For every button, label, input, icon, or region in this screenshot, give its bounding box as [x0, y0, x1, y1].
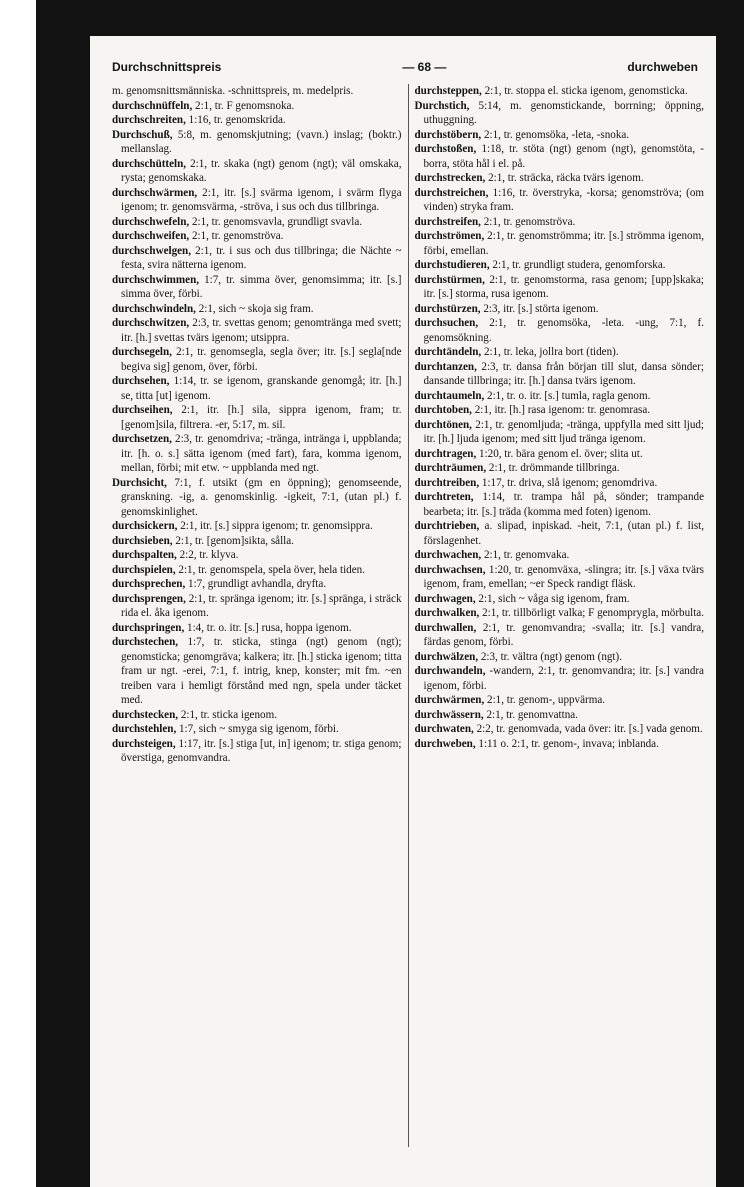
entry-headword: durchtanzen,: [414, 360, 477, 373]
header-left-guideword: Durchschnittspreis: [112, 60, 222, 74]
dictionary-entry: [112, 403, 402, 432]
dictionary-entry: [112, 635, 402, 708]
entry-definition: 2:1, tr. genomströva.: [483, 215, 576, 228]
entry-headword: durchstreifen,: [414, 215, 481, 228]
dictionary-entry: [415, 418, 705, 447]
entry-headword: durchwärmen,: [414, 694, 485, 706]
entry-definition: 2:1, tr. genomsöka, -leta, -snoka.: [483, 128, 630, 141]
dictionary-entry: [112, 621, 402, 636]
entry-headword: durchwandeln,: [414, 665, 486, 677]
entry-headword: durchschwitzen,: [112, 317, 190, 329]
entry-definition: 2:1, tr. genom-, uppvärma.: [487, 694, 606, 706]
entry-definition: 2:3, tr. svettas genom; genomtränga med svett; itr. [h.] svettas tvärs igenom; utsippra.: [121, 317, 402, 344]
dictionary-entry: [415, 345, 705, 360]
entry-headword: Durchschuß,: [112, 128, 173, 141]
entry-headword: durchtragen,: [414, 447, 477, 460]
dictionary-entry: [112, 316, 402, 345]
entry-definition: 2:1, sich ~ skoja sig fram.: [198, 302, 314, 315]
entry-definition: 2:1, tr. genomspela, spela över, hela tiden.: [178, 563, 365, 576]
dictionary-entry: [415, 128, 705, 143]
dictionary-entry: [112, 708, 402, 723]
entry-definition: 2:3, tr. dansa från början till slut, dansa sönder; dansande tillbringa; itr. [h.] dansa tvärs igenom.: [423, 360, 704, 387]
dictionary-entry: [415, 650, 705, 665]
entry-definition: 2:1, tr. stoppa el. sticka igenom, genomsticka.: [484, 85, 688, 97]
entry-definition: 2:1, tr. tillbörligt valka; F genomprygla, mörbulta.: [482, 607, 704, 619]
page-header: [112, 60, 698, 82]
dictionary-entry: [415, 186, 705, 215]
entry-headword: durchstoßen,: [414, 143, 477, 155]
dictionary-entry: [415, 273, 705, 302]
entry-headword: durchwallen,: [414, 621, 477, 634]
entry-headword: durchweben,: [414, 737, 476, 750]
entry-definition: 2:2, tr. klyva.: [179, 549, 239, 561]
page-number: — 68 —: [402, 60, 447, 74]
entry-definition: 1:11 o. 2:1, tr. genom-, invava; inblanda.: [478, 737, 659, 750]
dictionary-entry: [415, 592, 705, 607]
dictionary-entry: [112, 592, 402, 621]
entry-definition: 2:1, tr. sticka igenom.: [180, 708, 277, 721]
dictionary-entry: [112, 577, 402, 592]
entry-definition: 2:3, itr. [s.] störta igenom.: [483, 302, 599, 315]
entry-headword: durchträumen,: [414, 462, 487, 474]
entry-definition: 1:18, tr. stöta (ngt) genom (ngt), genomstöta, -borra, stöta hål i el. på.: [423, 143, 704, 170]
entry-definition: 2:1, itr. [s.] svärma igenom, i svärm flyga igenom; tr. genomsvärma, -ströva, i sus och dus tillbringa.: [121, 186, 402, 213]
dictionary-entry: [415, 722, 705, 737]
entry-headword: durchsegeln,: [112, 346, 172, 358]
dictionary-entry: [415, 693, 705, 708]
entry-definition: 1:20, tr. genomväxa, -slingra; itr. [s.] växa tvärs igenom, fram, emellan; ~er Speck randigt fläsk.: [423, 563, 704, 590]
entry-headword: durchsetzen,: [112, 433, 172, 445]
entry-definition: 2:2, tr. genomvada, vada över: itr. [s.] vada genom.: [476, 723, 703, 735]
entry-headword: durchstürmen,: [414, 273, 485, 286]
dictionary-entry: [415, 171, 705, 186]
entry-definition: 2:1, tr. leka, jollra bort (tiden).: [483, 346, 619, 358]
dictionary-page: [90, 36, 716, 1187]
entry-headword: Durchstich,: [414, 99, 470, 112]
entry-headword: durchsieben,: [112, 534, 173, 547]
dictionary-entry: [112, 157, 402, 186]
dictionary-entry: [112, 229, 402, 244]
dictionary-entry: [415, 84, 705, 99]
dictionary-entry: [415, 447, 705, 462]
entry-definition: 2:1, itr. [h.] rasa igenom: tr. genomrasa.: [474, 404, 651, 416]
dictionary-entry: [415, 389, 705, 404]
dictionary-entry: [415, 403, 705, 418]
dictionary-entry: [415, 476, 705, 491]
dictionary-entry: [415, 621, 705, 650]
dictionary-entry: [112, 244, 402, 273]
entry-definition: 2:1, tr. genomstorma, rasa genom; [upp]skaka; itr. [s.] storma, rusa igenom.: [423, 273, 704, 300]
entry-definition: 2:1, tr. genomströmma; itr. [s.] strömma igenom, förbi, emellan.: [423, 230, 704, 257]
entry-definition: 5:8, m. genomskjutning; (vavn.) inslag; (boktr.) mellanslag.: [121, 128, 402, 155]
entry-headword: durchschweifen,: [112, 230, 190, 242]
entry-headword: durchseihen,: [112, 404, 173, 416]
entry-definition: 1:16, tr. överstryka, -korsa; genomströva; (om vinden) stryka fram.: [423, 186, 704, 213]
entry-headword: durchstudieren,: [414, 259, 490, 271]
entry-headword: durchtreten,: [414, 491, 474, 503]
entry-definition: 2:1, tr. genomljuda; -tränga, uppfylla med sitt ljud; itr. [h.] ljuda igenom; med sitt ljud tränga igenom.: [423, 418, 704, 445]
entry-definition: 1:7, grundligt avhandla, dryfta.: [188, 578, 327, 590]
entry-definition: 2:1, tr. drömmande tillbringa.: [488, 462, 620, 474]
dictionary-entry: [112, 215, 402, 230]
entry-headword: durchschütteln,: [112, 157, 187, 170]
dictionary-entry: [112, 99, 402, 114]
entry-definition: 1:4, tr. o. itr. [s.] rusa, hoppa igenom.: [187, 621, 352, 634]
entry-definition: 1:16, tr. genomskrida.: [188, 114, 286, 126]
dictionary-entry: [415, 229, 705, 258]
entry-definition: m. genomsnittsmänniska. -schnittspreis, m. medelpris.: [112, 85, 354, 97]
dictionary-entry: [415, 563, 705, 592]
dictionary-entry: [415, 316, 705, 345]
dictionary-entry: [415, 737, 705, 752]
entry-definition: 2:1, tr. grundligt studera, genomforska.: [492, 259, 666, 271]
columns: [112, 84, 704, 1147]
entry-headword: durchsehen,: [112, 375, 170, 387]
entry-definition: 2:3, tr. vältra (ngt) genom (ngt).: [480, 650, 622, 663]
entry-headword: durchschwefeln,: [112, 215, 190, 228]
entry-headword: durchsprengen,: [112, 592, 186, 605]
dictionary-entry: [112, 186, 402, 215]
dictionary-entry: [112, 519, 402, 534]
entry-headword: durchstürzen,: [414, 302, 481, 315]
entry-headword: durchsteigen,: [112, 737, 176, 750]
entry-definition: 2:1, tr. genomvaka.: [483, 549, 570, 561]
entry-headword: durchschreiten,: [112, 114, 186, 126]
entry-headword: durchstreichen,: [414, 186, 489, 199]
entry-headword: durchtoben,: [414, 404, 472, 416]
dictionary-entry: [415, 490, 705, 519]
entry-headword: durchtändeln,: [414, 346, 482, 358]
entry-definition: 2:1, sich ~ våga sig igenom, fram.: [478, 592, 630, 605]
entry-headword: durchstöbern,: [414, 128, 482, 141]
dictionary-entry: [112, 563, 402, 578]
entry-definition: 1:20, tr. bära genom el. över; slita ut.: [479, 447, 643, 460]
entry-definition: 1:14, tr. se igenom, granskande genomgå; itr. [h.] se, titta [ut] igenom.: [121, 375, 402, 402]
dictionary-entry: [112, 476, 402, 520]
entry-definition: 2:1, tr. sträcka, räcka tvärs igenom.: [488, 172, 644, 184]
entry-definition: 2:1, tr. skaka (ngt) genom (ngt); väl omskaka, rysta; genomskaka.: [121, 157, 402, 184]
entry-headword: durchspalten,: [112, 549, 177, 561]
dictionary-entry: [415, 548, 705, 563]
page-background-edge: [0, 0, 36, 1187]
dictionary-entry: [112, 128, 402, 157]
entry-headword: durchschnüffeln,: [112, 99, 193, 112]
dictionary-entry: [112, 737, 402, 766]
entry-definition: 1:7, sich ~ smyga sig igenom, förbi.: [179, 723, 339, 735]
entry-headword: durchwagen,: [414, 592, 476, 605]
entry-definition: 2:1, itr. [s.] sippra igenom; tr. genomsippra.: [180, 520, 373, 532]
entry-definition: -wandern, 2:1, tr. genomvandra; itr. [s.] vandra igenom, förbi.: [423, 665, 704, 692]
entry-definition: 2:1, tr. F genomsnoka.: [195, 99, 295, 112]
entry-headword: durchsuchen,: [414, 317, 479, 329]
dictionary-entry: [415, 215, 705, 230]
entry-headword: durchwachsen,: [414, 563, 486, 576]
entry-headword: durchstecken,: [112, 708, 179, 721]
dictionary-entry: [415, 461, 705, 476]
dictionary-entry: [112, 722, 402, 737]
dictionary-entry: [112, 548, 402, 563]
dictionary-entry: [415, 302, 705, 317]
entry-headword: durchtaumeln,: [414, 389, 485, 402]
dictionary-entry: [415, 99, 705, 128]
entry-definition: 2:1, tr. genomvattna.: [486, 708, 578, 721]
entry-definition: 2:1, tr. genomsöka, -leta. -ung, 7:1, f. genomsökning.: [423, 317, 704, 344]
entry-definition: 2:1, tr. o. itr. [s.] tumla, ragla genom.: [487, 389, 651, 402]
dictionary-entry: [415, 360, 705, 389]
entry-headword: durchsprechen,: [112, 578, 186, 590]
entry-definition: 1:17, itr. [s.] stiga [ut, in] igenom; tr. stiga genom; överstiga, genomvandra.: [121, 737, 402, 764]
entry-headword: durchtrieben,: [414, 520, 480, 532]
dictionary-entry: [112, 113, 402, 128]
entry-headword: durchsteppen,: [414, 85, 482, 97]
entry-headword: durchwälzen,: [414, 650, 479, 663]
dictionary-entry: [112, 84, 402, 99]
dictionary-entry: [112, 345, 402, 374]
entry-definition: 1:7, tr. sticka, stinga (ngt) genom (ngt); genomsticka; genomgräva; kalkera; itr. [h.] sticka igenom; titta fram ur ngt. -erei, 7:1, f. intrig, knep, konster; mit fm. ~en treiben vara i hemligt förstånd med ngn, spela under täcket med.: [121, 636, 402, 706]
entry-headword: durchwässern,: [414, 708, 484, 721]
right-column: [408, 84, 705, 1147]
dictionary-entry: [415, 606, 705, 621]
dictionary-entry: [112, 534, 402, 549]
entry-definition: 1:14, tr. trampa hål på, sönder; trampande bearbeta; itr. [s.] träda (komma med foten) igenom.: [423, 491, 704, 518]
entry-definition: 2:1, tr. genomsvavla, grundligt svavla.: [191, 215, 363, 228]
header-right-guideword: durchweben: [627, 60, 698, 74]
entry-definition: 5:14, m. genomstickande, borrning; öppning, uthuggning.: [423, 99, 704, 126]
entry-definition: 2:1, itr. [h.] sila, sippra igenom, fram; tr. [genom]sila, filtrera. -er, 5:17, m. sil.: [121, 404, 402, 431]
entry-headword: durchschwimmen,: [112, 273, 200, 286]
entry-headword: durchstehlen,: [112, 723, 177, 735]
entry-definition: a. slipad, inpiskad. -heit, 7:1, (utan pl.) f. list, förslagenhet.: [423, 520, 704, 547]
dictionary-entry: [415, 142, 705, 171]
entry-headword: durchschwelgen,: [112, 244, 191, 257]
entry-definition: 2:1, tr. i sus och dus tillbringa; die Nächte ~ festa, svira nätterna igenom.: [121, 244, 402, 271]
entry-headword: durchströmen,: [414, 230, 485, 242]
entry-definition: 2:1, tr. genomsegla, segla över; itr. [s.] segla[nde begiva sig] genom, över, förbi.: [121, 346, 402, 373]
entry-definition: 1:17, tr. driva, slå igenom; genomdriva.: [481, 476, 658, 489]
entry-headword: durchstrecken,: [414, 172, 486, 184]
entry-headword: durchschwärmen,: [112, 186, 198, 199]
dictionary-entry: [112, 273, 402, 302]
entry-headword: durchwaten,: [414, 723, 474, 735]
entry-headword: durchschwindeln,: [112, 302, 196, 315]
entry-definition: 2:1, tr. [genom]sikta, sålla.: [175, 534, 294, 547]
entry-headword: durchstechen,: [112, 636, 179, 648]
dictionary-entry: [112, 432, 402, 476]
entry-headword: Durchsicht,: [112, 476, 167, 489]
entry-headword: durchwalken,: [414, 607, 480, 619]
entry-headword: durchsickern,: [112, 520, 178, 532]
dictionary-entry: [112, 302, 402, 317]
entry-definition: 1:7, tr. simma över, genomsimma; itr. [s.] simma över, förbi.: [121, 273, 402, 300]
dictionary-entry: [415, 664, 705, 693]
entry-definition: 2:1, tr. spränga igenom; itr. [s.] spränga, i sträck rida el. åka igenom.: [121, 592, 402, 619]
entry-headword: durchtönen,: [414, 418, 472, 431]
entry-headword: durchtreiben,: [414, 476, 480, 489]
dictionary-entry: [112, 374, 402, 403]
entry-definition: 2:1, tr. genomvandra; -svalla; itr. [s.] vandra, färdas genom, förbi.: [423, 621, 704, 648]
entry-definition: 2:1, tr. genomströva.: [191, 230, 284, 242]
entry-headword: durchspringen,: [112, 621, 185, 634]
entry-headword: durchspielen,: [112, 563, 176, 576]
dictionary-entry: [415, 519, 705, 548]
dictionary-entry: [415, 258, 705, 273]
entry-definition: 2:3, tr. genomdriva; -tränga, intränga i, uppblanda; itr. [h. o. s.] sätta igenom (med fart), fara, komma igenom, mellan, förbi; mit etw. ~ uppblanda med ngt.: [121, 433, 402, 474]
left-column: [112, 84, 402, 1147]
entry-headword: durchwachen,: [414, 549, 482, 561]
dictionary-entry: [415, 708, 705, 723]
entry-definition: 7:1, f. utsikt (gm en öppning); genomseende, granskning. -ig, a. genomskinlig. -igkeit, 7:1, (utan pl.) f. genomskinlighet.: [121, 476, 402, 518]
